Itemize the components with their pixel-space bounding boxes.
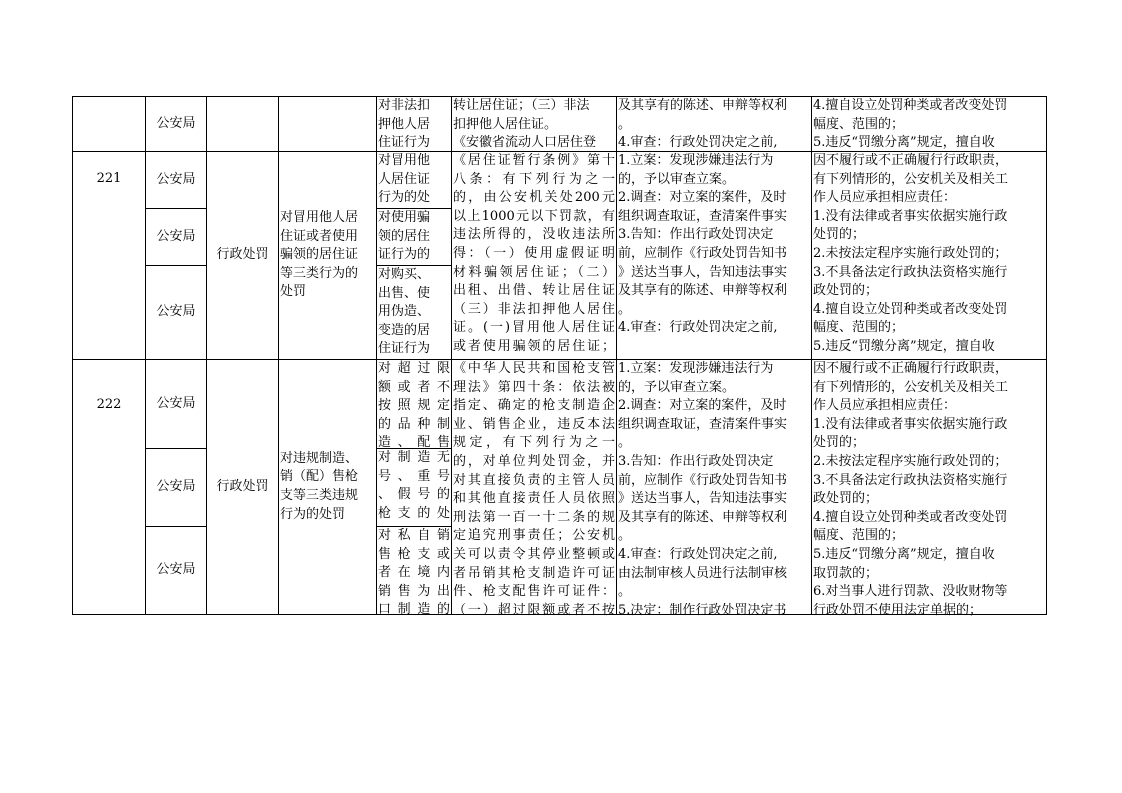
cell-text-line: 因不履行或不正确履行行政职责， bbox=[813, 361, 1009, 376]
cell-text-line: 1.没有法律或者事实依据实施行政 bbox=[813, 416, 1008, 432]
cell-text-line: 八条：有下列行为之一 bbox=[453, 171, 615, 187]
cell-text-line: 幅度、范围的； bbox=[813, 320, 905, 336]
cell-text-line: 枪支的处 bbox=[378, 505, 450, 521]
cell-text-line: 5.违反“罚缴分离”规定，擅自收 bbox=[813, 135, 995, 151]
cell-text-line: 行为的处罚 bbox=[280, 506, 346, 522]
cell-text-line: 造、配售 bbox=[378, 435, 450, 451]
cell-text-line: 幅度、范围的； bbox=[813, 528, 905, 544]
cell-text-line: 4.擅自设立处罚种类或者改变处罚 bbox=[813, 98, 1008, 113]
item-number-cell bbox=[73, 97, 146, 152]
category-cell: 行政处罚 bbox=[207, 152, 279, 360]
cell-text-line: 处罚的； bbox=[813, 227, 866, 243]
cell-text-line: 有下列情形的，公安机关及相关工 bbox=[813, 171, 1009, 187]
cell-text-line: 销售为出 bbox=[378, 583, 450, 599]
cell-text-line: 的，予以审查立案。 bbox=[618, 171, 736, 187]
cell-text-line: 2.调查：对立案的案件，及时 bbox=[618, 190, 787, 206]
cell-text-line: 的品种制 bbox=[378, 416, 450, 432]
behavior-cell bbox=[377, 527, 452, 618]
cell-text-line: 》送达当事人，告知违法事实 bbox=[618, 264, 788, 280]
cell-text-line: 、假号的 bbox=[378, 487, 450, 503]
cell-text-line: 2.未按法定程序实施行政处罚的； bbox=[813, 453, 1008, 469]
cell-text-line: 出售、使 bbox=[378, 285, 431, 301]
cell-text-line: 或者使用骗领的居住证； bbox=[453, 338, 615, 354]
department-cell: 公安局 bbox=[146, 527, 207, 615]
cell-text-line: 《安徽省流动人口居住登 bbox=[453, 135, 597, 151]
cell-text-line: 刑法第一百一十二条的规 bbox=[453, 509, 615, 525]
cell-text-line: 处罚的； bbox=[813, 435, 866, 451]
cell-text-line: 对制造无 bbox=[378, 450, 450, 465]
procedure-221 bbox=[617, 152, 812, 360]
cell-text-line: 变造的居 bbox=[378, 322, 431, 338]
cell-text-line: 关可以责令其停业整顿或 bbox=[453, 546, 615, 562]
cell-text-line: 5.违反“罚缴分离”规定，擅自收 bbox=[813, 338, 995, 354]
cell-text-line: 作人员应承担相应责任： bbox=[813, 398, 957, 414]
cell-text-line: 2.调查：对立案的案件，及时 bbox=[618, 398, 787, 414]
department-cell: 公安局 bbox=[146, 209, 207, 266]
cell-text-line: 用伪造、 bbox=[378, 304, 431, 320]
cell-text-line: 组织调查取证，查清案件事实 bbox=[618, 416, 788, 432]
cell-text-line: 住证行为 bbox=[378, 341, 431, 357]
item-name-cell bbox=[279, 97, 377, 152]
cell-text-line: 2.未按法定程序实施行政处罚的； bbox=[813, 245, 1008, 261]
cell-text-line: 和其他直接责任人员依照 bbox=[453, 491, 615, 507]
cell-text-line: 的，予以审查立案。 bbox=[618, 379, 736, 395]
cell-text-line: 政处罚的； bbox=[813, 491, 879, 507]
cell-text-line: 骗领的居住证 bbox=[280, 247, 359, 263]
item-number-221: 221 bbox=[73, 152, 146, 360]
behavior-cell bbox=[377, 209, 452, 266]
cell-text-line: 领的居住 bbox=[378, 228, 431, 244]
cell-text-line: （三）非法扣押他人居住 bbox=[453, 301, 615, 317]
cell-text-line: 3.不具备法定行政执法资格实施行 bbox=[813, 264, 1008, 280]
department-cell: 公安局 bbox=[146, 360, 207, 449]
cell-text-line: 3.告知：作出行政处罚决定 bbox=[618, 227, 774, 243]
cell-text-line: 3.不具备法定行政执法资格实施行 bbox=[813, 472, 1008, 488]
cell-text-line: 》送达当事人，告知违法事实 bbox=[618, 491, 788, 507]
cell-text-line: 对超过限 bbox=[378, 361, 450, 376]
cell-text-line: 前，应制作《行政处罚告知书 bbox=[618, 245, 788, 261]
procedure-cell bbox=[617, 97, 812, 152]
table-row-continued bbox=[73, 97, 1047, 152]
cell-text-line: 6.对当事人进行罚款、没收财物等 bbox=[813, 584, 1008, 600]
cell-text-line: 住证行为 bbox=[378, 135, 431, 151]
cell-text-line: 以上1000元以下罚款，有 bbox=[453, 208, 615, 224]
cell-text-line: 住证或者使用 bbox=[280, 228, 359, 244]
cell-text-line: 《居住证暂行条例》第十 bbox=[453, 153, 615, 168]
category-cell bbox=[207, 97, 279, 152]
cell-text-line: 口制造的 bbox=[378, 602, 450, 618]
cell-text-line: 转让居住证；（三）非法 bbox=[453, 98, 590, 113]
behavior-cell bbox=[377, 360, 452, 449]
cell-text-line: 额或者不 bbox=[378, 379, 450, 395]
cell-text-line: 组织调查取证，查清案件事实 bbox=[618, 208, 788, 224]
cell-text-line: 行政处罚不使用法定单据的； bbox=[813, 602, 983, 618]
cell-text-line: 对非法扣 bbox=[378, 98, 431, 113]
cell-text-line: 支等三类违规 bbox=[280, 488, 359, 503]
cell-text-line: 前，应制作《行政处罚告知书 bbox=[618, 472, 788, 488]
cell-text-line: 。 bbox=[618, 116, 632, 132]
cell-text-line: 取罚款的； bbox=[813, 565, 879, 581]
cell-text-line: 4.擅自设立处罚种类或者改变处罚 bbox=[813, 509, 1008, 525]
cell-text-line: 及其享有的陈述、申辩等权利 bbox=[618, 283, 788, 299]
cell-text-line: 得：（一）使用虚假证明 bbox=[453, 245, 615, 261]
item-number-222: 222 bbox=[73, 360, 146, 615]
cell-text-line: 对私自销 bbox=[378, 528, 450, 543]
cell-text-line: 由法制审核人员进行法制审核 bbox=[618, 565, 788, 581]
cell-text-line: 对冒用他人居 bbox=[280, 210, 359, 226]
cell-text-line: 业、销售企业，违反本法 bbox=[453, 416, 615, 432]
behavior-cell bbox=[377, 449, 452, 527]
cell-text-line: 。 bbox=[618, 435, 632, 451]
cell-text-line: 定追究刑事责任；公安机 bbox=[453, 528, 615, 544]
cell-text-line: 证。(一)冒用他人居住证 bbox=[453, 320, 615, 336]
department-cell: 公安局 bbox=[146, 266, 207, 360]
cell-text-line: 的，对单位判处罚金，并 bbox=[453, 453, 615, 469]
table-row-222-a bbox=[73, 360, 1047, 449]
cell-text-line: 。 bbox=[618, 528, 632, 544]
cell-text-line: 4.审查：行政处罚决定之前, bbox=[618, 320, 778, 336]
item-name-221 bbox=[279, 152, 377, 360]
cell-text-line: 5.决定：制作行政处罚决定书 bbox=[618, 602, 787, 618]
cell-text-line: 出租、出借、转让居住证 bbox=[453, 283, 615, 299]
cell-text-line: 对违规制造、 bbox=[280, 450, 359, 466]
cell-text-line: 1.立案：发现涉嫌违法行为 bbox=[618, 361, 774, 376]
cell-text-line: 押他人居 bbox=[378, 116, 431, 132]
behavior-cell bbox=[377, 152, 452, 209]
cell-text-line: 及其享有的陈述、申辩等权利 bbox=[618, 98, 788, 113]
cell-text-line: 1.立案：发现涉嫌违法行为 bbox=[618, 153, 774, 168]
cell-text-line: 。 bbox=[618, 301, 632, 317]
cell-text-line: 扣押他人居住证。 bbox=[453, 116, 558, 132]
duty-221 bbox=[812, 152, 1047, 360]
cell-text-line: 及其享有的陈述、申辩等权利 bbox=[618, 509, 788, 525]
cell-text-line: 幅度、范围的； bbox=[813, 116, 905, 132]
cell-text-line: 人居住证 bbox=[378, 171, 431, 187]
cell-text-line: 的，由公安机关处200元 bbox=[453, 190, 615, 206]
basis-222 bbox=[452, 360, 617, 618]
behavior-cell bbox=[377, 266, 452, 360]
item-name-222 bbox=[279, 360, 377, 615]
cell-text-line: 处罚 bbox=[280, 284, 307, 300]
department-cell: 公安局 bbox=[146, 449, 207, 527]
cell-text-line: 售枪支或 bbox=[378, 546, 450, 562]
power-list-table bbox=[72, 96, 1047, 618]
cell-text-line: 违法所得的，没收违法所 bbox=[453, 227, 615, 243]
cell-text-line: 行为的处 bbox=[378, 190, 431, 206]
basis-221 bbox=[452, 152, 617, 360]
cell-text-line: 等三类行为的 bbox=[280, 265, 359, 281]
department-cell: 公安局 bbox=[146, 152, 207, 209]
cell-text-line: 证行为的 bbox=[378, 247, 431, 263]
cell-text-line: 号、重号 bbox=[378, 468, 450, 484]
cell-text-line: 《中华人民共和国枪支管 bbox=[453, 361, 615, 376]
cell-text-line: 3.告知：作出行政处罚决定 bbox=[618, 453, 774, 469]
table-row-221-a bbox=[73, 152, 1047, 209]
cell-text-line: 。 bbox=[618, 584, 632, 600]
cell-text-line: 对购买、 bbox=[378, 267, 431, 282]
cell-text-line: 者吊销其枪支制造许可证 bbox=[453, 565, 615, 581]
cell-text-line: 1.没有法律或者事实依据实施行政 bbox=[813, 208, 1008, 224]
cell-text-line: 4.审查：行政处罚决定之前, bbox=[618, 546, 778, 562]
cell-text-line: （一）超过限额或者不按 bbox=[453, 602, 615, 618]
cell-text-line: 4.擅自设立处罚种类或者改变处罚 bbox=[813, 301, 1008, 317]
cell-text-line: 5.违反“罚缴分离”规定，擅自收 bbox=[813, 546, 995, 562]
cell-text-line: 者在境内 bbox=[378, 565, 450, 581]
cell-text-line: 规定，有下列行为之一 bbox=[453, 435, 615, 451]
cell-text-line: 理法》第四十条：依法被 bbox=[453, 379, 615, 395]
behavior-cell bbox=[377, 97, 452, 152]
cell-text-line: 作人员应承担相应责任： bbox=[813, 190, 957, 206]
category-cell: 行政处罚 bbox=[207, 360, 279, 615]
cell-text-line: 对冒用他 bbox=[378, 153, 431, 168]
basis-cell bbox=[452, 97, 617, 152]
cell-text-line: 指定、确定的枪支制造企 bbox=[453, 398, 615, 414]
cell-text-line: 销（配）售枪 bbox=[280, 469, 359, 485]
department-cell: 公安局 bbox=[146, 97, 207, 152]
duty-cell bbox=[812, 97, 1047, 152]
cell-text-line: 材料骗领居住证；（二） bbox=[453, 264, 615, 280]
cell-text-line: 按照规定 bbox=[378, 398, 450, 414]
cell-text-line: 有下列情形的，公安机关及相关工 bbox=[813, 379, 1009, 395]
cell-text-line: 件、枪支配售许可证件： bbox=[453, 584, 615, 600]
cell-text-line: 因不履行或不正确履行行政职责， bbox=[813, 153, 1009, 168]
procedure-222 bbox=[617, 360, 812, 618]
cell-text-line: 4.审查：行政处罚决定之前, bbox=[618, 135, 778, 151]
cell-text-line: 对其直接负责的主管人员 bbox=[453, 472, 615, 488]
cell-text-line: 对使用骗 bbox=[378, 210, 431, 225]
duty-222 bbox=[812, 360, 1047, 618]
cell-text-line: 政处罚的； bbox=[813, 283, 879, 299]
